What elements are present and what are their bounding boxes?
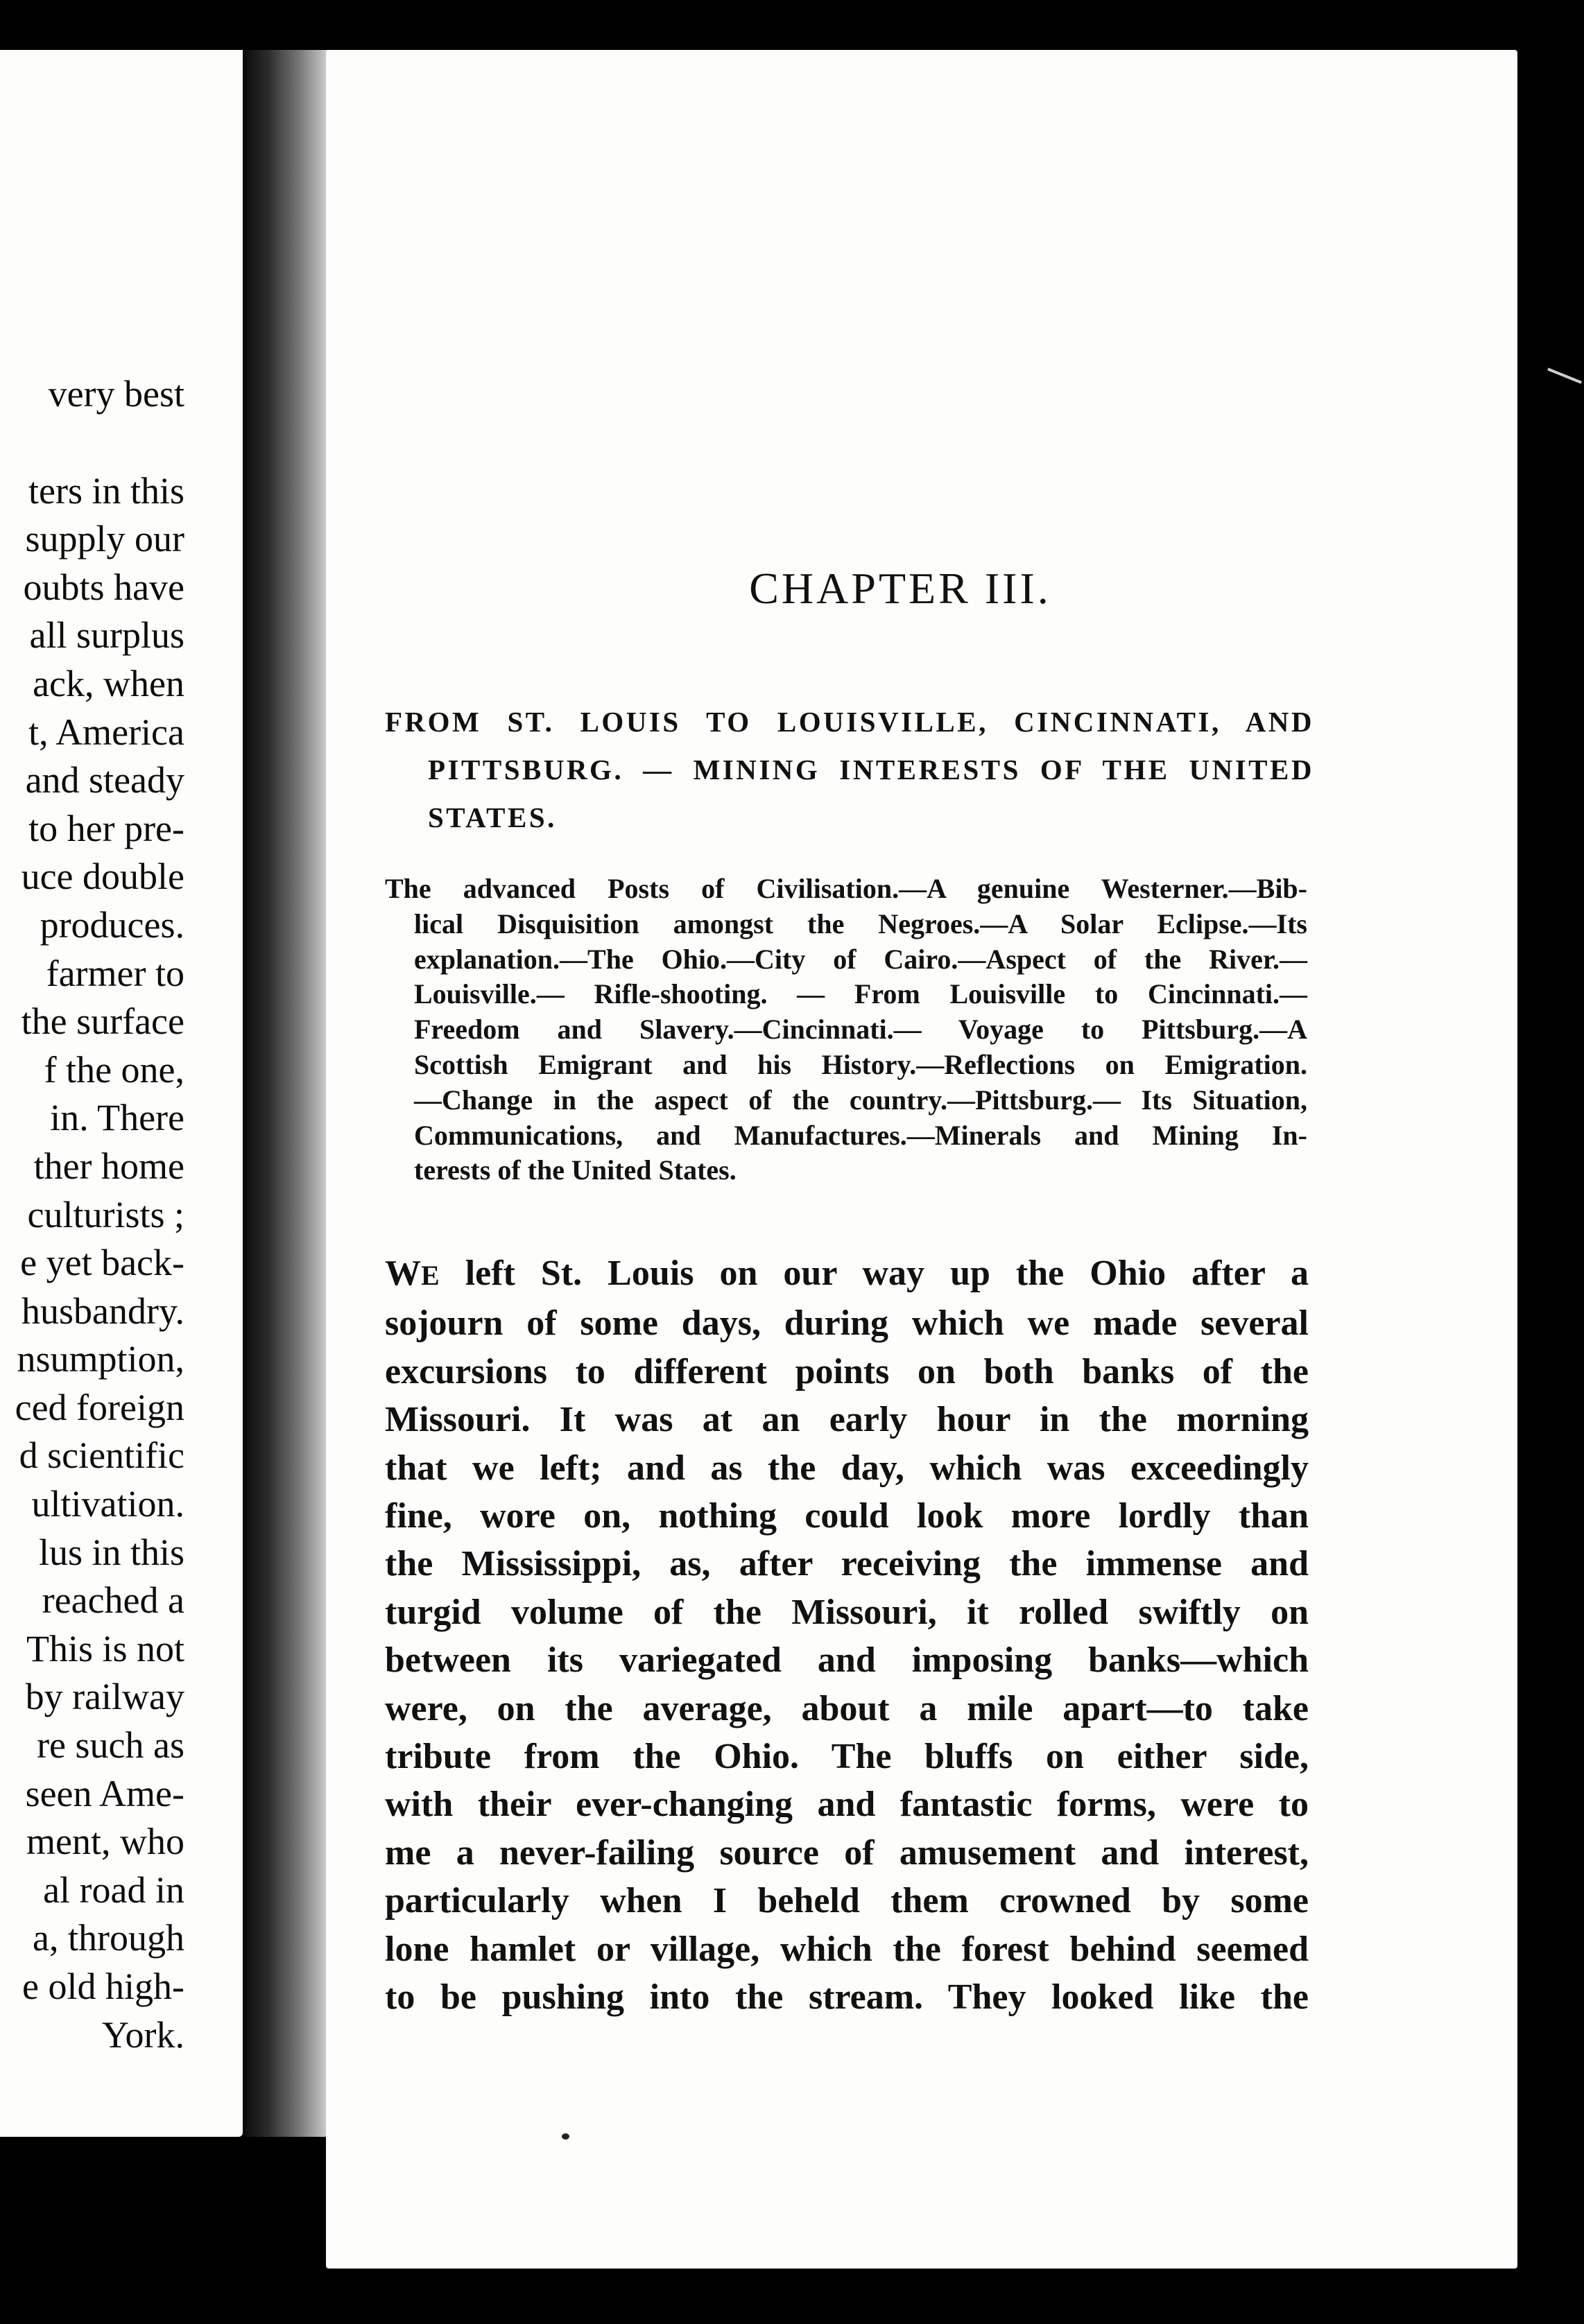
chapter-title: CHAPTER III. (749, 564, 1051, 613)
summary-line: lical Disquisition amongst the Negroes.—A Solar Eclipse.—Its (414, 908, 1307, 939)
previous-page-line: by railway (25, 1676, 184, 1718)
previous-page-line: re such as (37, 1724, 184, 1767)
body-line: sojourn of some days, during which we made several (385, 1303, 1309, 1344)
previous-page-line: seen Ame- (25, 1772, 184, 1814)
page-speck (562, 2133, 569, 2140)
previous-page-line: York. (101, 2013, 184, 2056)
previous-page-line: ced foreign (15, 1386, 184, 1428)
current-page (326, 50, 1517, 2269)
previous-page-line: culturists ; (27, 1193, 184, 1235)
summary-line: —Change in the aspect of the country.—Pittsburg.— Its Situation, (414, 1084, 1307, 1116)
previous-page-line: e yet back- (20, 1242, 184, 1284)
body-line: between its variegated and imposing banks—which (385, 1640, 1309, 1681)
previous-page-text (15, 370, 184, 2059)
previous-page (0, 50, 243, 2137)
body-line: the Mississippi, as, after receiving the immense and (385, 1544, 1309, 1584)
body-line: excursions to different points on both banks of the (385, 1351, 1309, 1391)
body-line: turgid volume of the Missouri, it rolled swiftly on (385, 1592, 1309, 1632)
previous-page-line: uce double (21, 856, 184, 898)
scan-edge-mark (1547, 367, 1582, 383)
previous-page-line: ack, when (33, 662, 184, 704)
chapter-subtitle (385, 698, 1314, 842)
previous-page-line: ters in this (28, 469, 184, 512)
body-line: fine, wore on, nothing could look more lordly than (385, 1496, 1309, 1536)
previous-page-line: f the one, (44, 1048, 184, 1091)
body-line: were, on the average, about a mile apart—to take (385, 1688, 1309, 1728)
summary-line: Scottish Emigrant and his History.—Reflections on Emigration. (414, 1048, 1307, 1080)
previous-page-line: oubts have (23, 566, 184, 608)
body-line: that we left; and as the day, which was exceedingly (385, 1448, 1309, 1488)
body-line: tribute from the Ohio. The bluffs on either side, (385, 1737, 1309, 1777)
body-line: to be pushing into the stream. They looked like the (385, 1977, 1309, 2018)
previous-page-line: ther home (33, 1145, 184, 1187)
chapter-subtitle-line: STATES. (428, 801, 557, 833)
previous-page-line: nsumption, (17, 1338, 184, 1380)
body-line: with their ever-changing and fantastic forms, were to (385, 1785, 1309, 1825)
previous-page-line: lus in this (38, 1531, 184, 1573)
body-line: Missouri. It was at an early hour in the morning (385, 1400, 1309, 1440)
summary-line: Freedom and Slavery.—Cincinnati.— Voyage to Pittsburg.—A (414, 1014, 1307, 1046)
chapter-subtitle-line: FROM ST. LOUIS TO LOUISVILLE, CINCINNATI, AND (385, 706, 1314, 738)
chapter-subtitle-line: PITTSBURG. — MINING INTERESTS OF THE UNITED (428, 754, 1314, 786)
previous-page-line: e old high- (22, 1966, 184, 2007)
previous-page-line: ment, who (26, 1821, 184, 1863)
previous-page-line: reached a (42, 1579, 184, 1622)
previous-page-line: husbandry. (21, 1290, 184, 1332)
body-first-line-text: left St. Louis on our way up the Ohio after a (439, 1254, 1309, 1293)
previous-page-line: very best (48, 373, 184, 415)
summary-line: Communications, and Manufactures.—Minerals and Mining In- (414, 1119, 1307, 1151)
summary-line: explanation.—The Ohio.—City of Cairo.—Aspect of the River.— (414, 943, 1307, 975)
chapter-summary (385, 872, 1307, 1188)
body-line: particularly when I beheld them crowned by some (385, 1881, 1309, 1921)
body-text (385, 1249, 1309, 2022)
previous-page-line: and steady (25, 759, 184, 801)
previous-page-line: in. There (50, 1097, 184, 1139)
previous-page-line: produces. (40, 903, 184, 946)
previous-page-line: farmer to (46, 952, 184, 994)
previous-page-line: all surplus (29, 614, 184, 657)
summary-line: terests of the United States. (414, 1154, 737, 1186)
previous-page-line: al road in (43, 1868, 184, 1911)
previous-page-line: This is not (26, 1627, 184, 1670)
previous-page-line: to her pre- (28, 807, 184, 849)
body-first-line (385, 1249, 1309, 1299)
previous-page-line: a, through (33, 1917, 184, 1959)
drop-word-initial: W (385, 1254, 421, 1293)
previous-page-line: ultivation. (31, 1483, 184, 1525)
previous-page-line: t, America (28, 711, 184, 753)
previous-page-line: the surface (21, 1000, 184, 1043)
body-line: lone hamlet or village, which the forest behind seemed (385, 1929, 1309, 1969)
drop-word-smallcaps: E (421, 1260, 440, 1291)
body-line: me a never-failing source of amusement and interest, (385, 1832, 1309, 1873)
previous-page-line: supply our (25, 518, 184, 560)
previous-page-line: d scientific (19, 1434, 184, 1477)
summary-line: The advanced Posts of Civilisation.—A genuine Westerner.—Bib- (385, 873, 1307, 904)
summary-line: Louisville.— Rifle-shooting. — From Louisville to Cincinnati.— (414, 978, 1307, 1010)
